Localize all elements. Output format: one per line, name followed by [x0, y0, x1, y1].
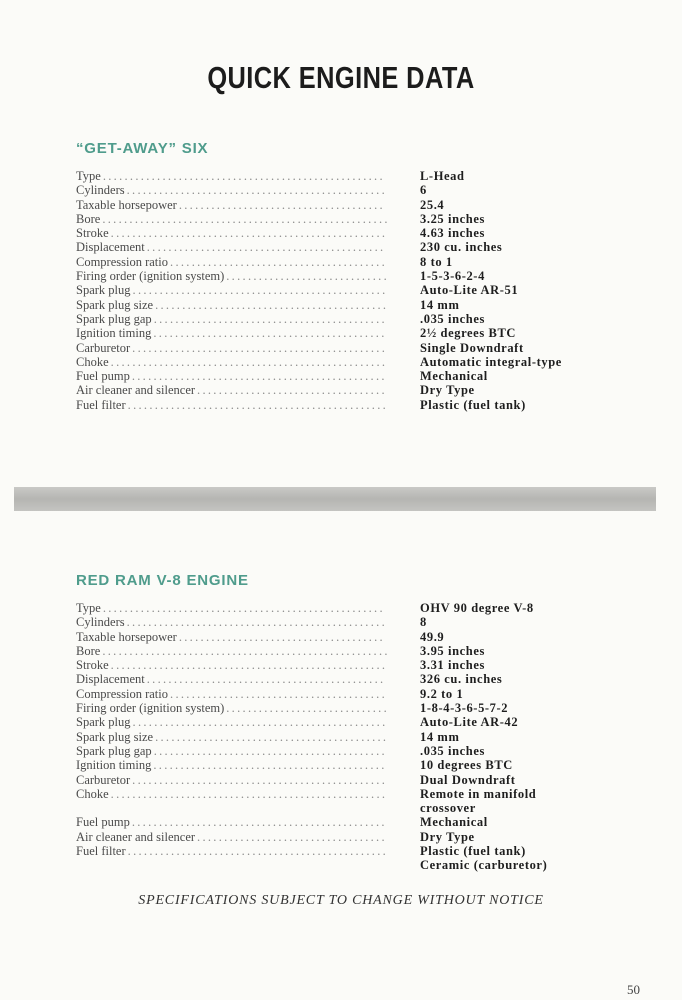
- spec-label: Compression ratio: [76, 686, 169, 701]
- spec-value: Plastic (fuel tank): [420, 397, 526, 412]
- spec-label: Taxable horsepower: [76, 629, 177, 644]
- spec-label: Fuel filter: [76, 844, 126, 859]
- leader-dots: ...................................: [197, 829, 387, 844]
- spec-row: [76, 326, 596, 340]
- spec-value: Mechanical: [420, 815, 488, 830]
- spec-row: [76, 398, 596, 412]
- spec-label: Carburetor: [76, 340, 131, 355]
- spec-label: Carburetor: [76, 772, 131, 787]
- spec-label-cell: [76, 383, 398, 397]
- leader-dots: ...............................................: [132, 772, 388, 787]
- spec-value: Dry Type: [420, 829, 475, 844]
- spec-label-cell: [76, 858, 398, 872]
- leader-dots: ...........................................: [153, 743, 387, 758]
- spec-value: Automatic integral-type: [420, 354, 562, 369]
- spec-label: Type: [76, 601, 101, 615]
- spec-row: [76, 858, 596, 872]
- spec-label: Firing order (ignition system): [76, 701, 225, 716]
- leader-dots: ............................................: [146, 672, 386, 687]
- leader-dots: ............................................: [146, 240, 386, 255]
- spec-label: Choke: [76, 354, 109, 369]
- spec-label: Displacement: [76, 240, 145, 255]
- spec-value: .035 inches: [420, 311, 485, 326]
- leader-dots: ......................................: [178, 629, 385, 644]
- spec-label-cell: [76, 226, 398, 240]
- leader-dots: ...............................................: [132, 283, 388, 298]
- leader-dots: ...........................................: [153, 758, 387, 773]
- spec-value: 4.63 inches: [420, 226, 485, 241]
- leader-dots: ...........................................: [153, 311, 387, 326]
- spec-label-cell: [76, 787, 398, 801]
- spec-label-cell: [76, 644, 398, 658]
- spec-row: [76, 758, 596, 772]
- spec-label-cell: [76, 326, 398, 340]
- spec-row: [76, 369, 596, 383]
- leader-dots: ...................................................: [110, 658, 388, 673]
- disclaimer: SPECIFICATIONS SUBJECT TO CHANGE WITHOUT NOTICE: [138, 893, 544, 908]
- spec-label: Cylinders: [76, 183, 125, 198]
- spec-row: [76, 801, 596, 815]
- spec-row: [76, 844, 596, 858]
- spec-row: [76, 183, 596, 197]
- spec-row: [76, 312, 596, 326]
- leader-dots: ................................................: [127, 397, 389, 412]
- spec-row: [76, 744, 596, 758]
- spec-row: [76, 715, 596, 729]
- spec-label-cell: [76, 701, 398, 715]
- spec-label: Stroke: [76, 226, 109, 241]
- spec-row: [76, 601, 596, 615]
- leader-dots: ....................................................: [102, 169, 385, 183]
- leader-dots: ...................................................: [110, 226, 388, 241]
- spec-label: Type: [76, 169, 101, 183]
- spec-label-cell: [76, 715, 398, 729]
- leader-dots: ....................................................: [102, 601, 385, 615]
- spec-label-cell: [76, 369, 398, 383]
- spec-label: Spark plug size: [76, 297, 154, 312]
- spec-row: [76, 298, 596, 312]
- leader-dots: ..............................: [226, 701, 389, 716]
- spec-label-cell: [76, 801, 398, 815]
- spec-row: [76, 687, 596, 701]
- spec-label-cell: [76, 298, 398, 312]
- spec-row: [76, 830, 596, 844]
- spec-row: [76, 283, 596, 297]
- spec-value: 326 cu. inches: [420, 672, 503, 687]
- spec-label: Ignition timing: [76, 758, 152, 773]
- spec-value: 1-8-4-3-6-5-7-2: [420, 701, 509, 716]
- spec-label-cell: [76, 601, 398, 615]
- spec-label-cell: [76, 240, 398, 254]
- spec-label: Spark plug size: [76, 729, 154, 744]
- spec-row: [76, 615, 596, 629]
- spec-row: [76, 630, 596, 644]
- spec-table-v8: [76, 601, 596, 873]
- leader-dots: ...............................................: [132, 340, 388, 355]
- spec-label: Bore: [76, 643, 101, 658]
- spec-row: [76, 658, 596, 672]
- spec-label-cell: [76, 672, 398, 686]
- spec-label-cell: [76, 630, 398, 644]
- section-heading-six: “GET-AWAY” SIX: [76, 140, 209, 157]
- spec-row: [76, 787, 596, 801]
- spec-value: Plastic (fuel tank): [420, 844, 526, 859]
- spec-value: Auto-Lite AR-51: [420, 283, 519, 298]
- spec-row: [76, 269, 596, 283]
- spec-value: Auto-Lite AR-42: [420, 715, 519, 730]
- spec-label-cell: [76, 341, 398, 355]
- spec-value: 230 cu. inches: [420, 240, 503, 255]
- leader-dots: ......................................: [178, 197, 385, 212]
- spec-row: [76, 198, 596, 212]
- spec-label-cell: [76, 355, 398, 369]
- spec-value: 8: [420, 615, 427, 630]
- leader-dots: ...............................................: [132, 715, 388, 730]
- leader-dots: ...................................: [197, 383, 387, 398]
- leader-dots: ..............................: [226, 269, 389, 284]
- spec-value: 1-5-3-6-2-4: [420, 269, 485, 284]
- spec-row: [76, 815, 596, 829]
- spec-row: [76, 341, 596, 355]
- spec-value: 6: [420, 183, 427, 198]
- spec-label-cell: [76, 615, 398, 629]
- spec-value: 8 to 1: [420, 254, 453, 269]
- spec-value: Single Downdraft: [420, 340, 524, 355]
- leader-dots: ...................................................: [110, 786, 388, 801]
- leader-dots: ................................................: [127, 844, 389, 859]
- leader-dots: ................................................: [126, 183, 388, 198]
- spec-label-cell: [76, 744, 398, 758]
- spec-label: Compression ratio: [76, 254, 169, 269]
- leader-dots: .....................................................: [102, 211, 390, 226]
- spec-row: [76, 701, 596, 715]
- spec-label: Air cleaner and silencer: [76, 829, 196, 844]
- spec-value: 49.9: [420, 629, 445, 644]
- spec-value: 3.31 inches: [420, 658, 485, 673]
- spec-label: Cylinders: [76, 615, 125, 630]
- spec-label: Choke: [76, 786, 109, 801]
- spec-label-cell: [76, 758, 398, 772]
- divider-bar: [14, 487, 656, 511]
- spec-value: 10 degrees BTC: [420, 758, 513, 773]
- spec-value: Dry Type: [420, 383, 475, 398]
- spec-label: Taxable horsepower: [76, 197, 177, 212]
- spec-value: 14 mm: [420, 297, 460, 312]
- section-heading-v8: RED RAM V-8 ENGINE: [76, 572, 249, 589]
- leader-dots: ...........................................: [155, 297, 389, 312]
- spec-value: 25.4: [420, 197, 445, 212]
- spec-value: 9.2 to 1: [420, 686, 464, 701]
- spec-label: Fuel filter: [76, 397, 126, 412]
- spec-value: Ceramic (carburetor): [420, 858, 548, 873]
- spec-label-cell: [76, 183, 398, 197]
- spec-label: Spark plug: [76, 283, 131, 298]
- leader-dots: ........................................: [170, 254, 388, 269]
- spec-label: Stroke: [76, 658, 109, 673]
- spec-label-cell: [76, 312, 398, 326]
- spec-label: Spark plug gap: [76, 743, 152, 758]
- spec-value: Mechanical: [420, 369, 488, 384]
- spec-value: crossover: [420, 801, 476, 816]
- page-title: QUICK ENGINE DATA: [207, 60, 475, 95]
- spec-value: .035 inches: [420, 743, 485, 758]
- spec-label: Fuel pump: [76, 369, 130, 384]
- spec-row: [76, 212, 596, 226]
- leader-dots: ................................................: [126, 615, 388, 630]
- leader-dots: ........................................: [170, 686, 388, 701]
- spec-label: Spark plug gap: [76, 311, 152, 326]
- spec-value: L-Head: [420, 169, 465, 183]
- spec-row: [76, 672, 596, 686]
- leader-dots: .....................................................: [102, 643, 390, 658]
- spec-label-cell: [76, 398, 398, 412]
- spec-label-cell: [76, 830, 398, 844]
- leader-dots: ...........................................: [153, 326, 387, 341]
- spec-value: Remote in manifold: [420, 786, 537, 801]
- spec-label-cell: [76, 255, 398, 269]
- spec-row: [76, 730, 596, 744]
- spec-label: Ignition timing: [76, 326, 152, 341]
- spec-label-cell: [76, 269, 398, 283]
- spec-row: [76, 644, 596, 658]
- spec-label: Spark plug: [76, 715, 131, 730]
- spec-label-cell: [76, 212, 398, 226]
- leader-dots: ...............................................: [131, 815, 387, 830]
- spec-value: 3.95 inches: [420, 643, 485, 658]
- spec-row: [76, 255, 596, 269]
- spec-label-cell: [76, 815, 398, 829]
- spec-label-cell: [76, 169, 398, 183]
- spec-label-cell: [76, 844, 398, 858]
- spec-label: Air cleaner and silencer: [76, 383, 196, 398]
- spec-label-cell: [76, 658, 398, 672]
- spec-value: 2½ degrees BTC: [420, 326, 517, 341]
- leader-dots: ...........................................: [155, 729, 389, 744]
- spec-table-six: [76, 169, 596, 412]
- spec-row: [76, 355, 596, 369]
- spec-label: Firing order (ignition system): [76, 269, 225, 284]
- spec-label-cell: [76, 730, 398, 744]
- spec-row: [76, 169, 596, 183]
- spec-value: 3.25 inches: [420, 211, 485, 226]
- spec-label-cell: [76, 687, 398, 701]
- page-number: 50: [627, 982, 640, 997]
- spec-value: 14 mm: [420, 729, 460, 744]
- spec-row: [76, 226, 596, 240]
- spec-row: [76, 240, 596, 254]
- spec-row: [76, 383, 596, 397]
- spec-value: OHV 90 degree V-8: [420, 601, 534, 615]
- spec-label-cell: [76, 198, 398, 212]
- spec-row: [76, 773, 596, 787]
- spec-value: Dual Downdraft: [420, 772, 516, 787]
- leader-dots: ...................................................: [110, 354, 388, 369]
- spec-label-cell: [76, 773, 398, 787]
- spec-label: Displacement: [76, 672, 145, 687]
- spec-label: Bore: [76, 211, 101, 226]
- spec-label-cell: [76, 283, 398, 297]
- leader-dots: ...............................................: [131, 369, 387, 384]
- spec-label: Fuel pump: [76, 815, 130, 830]
